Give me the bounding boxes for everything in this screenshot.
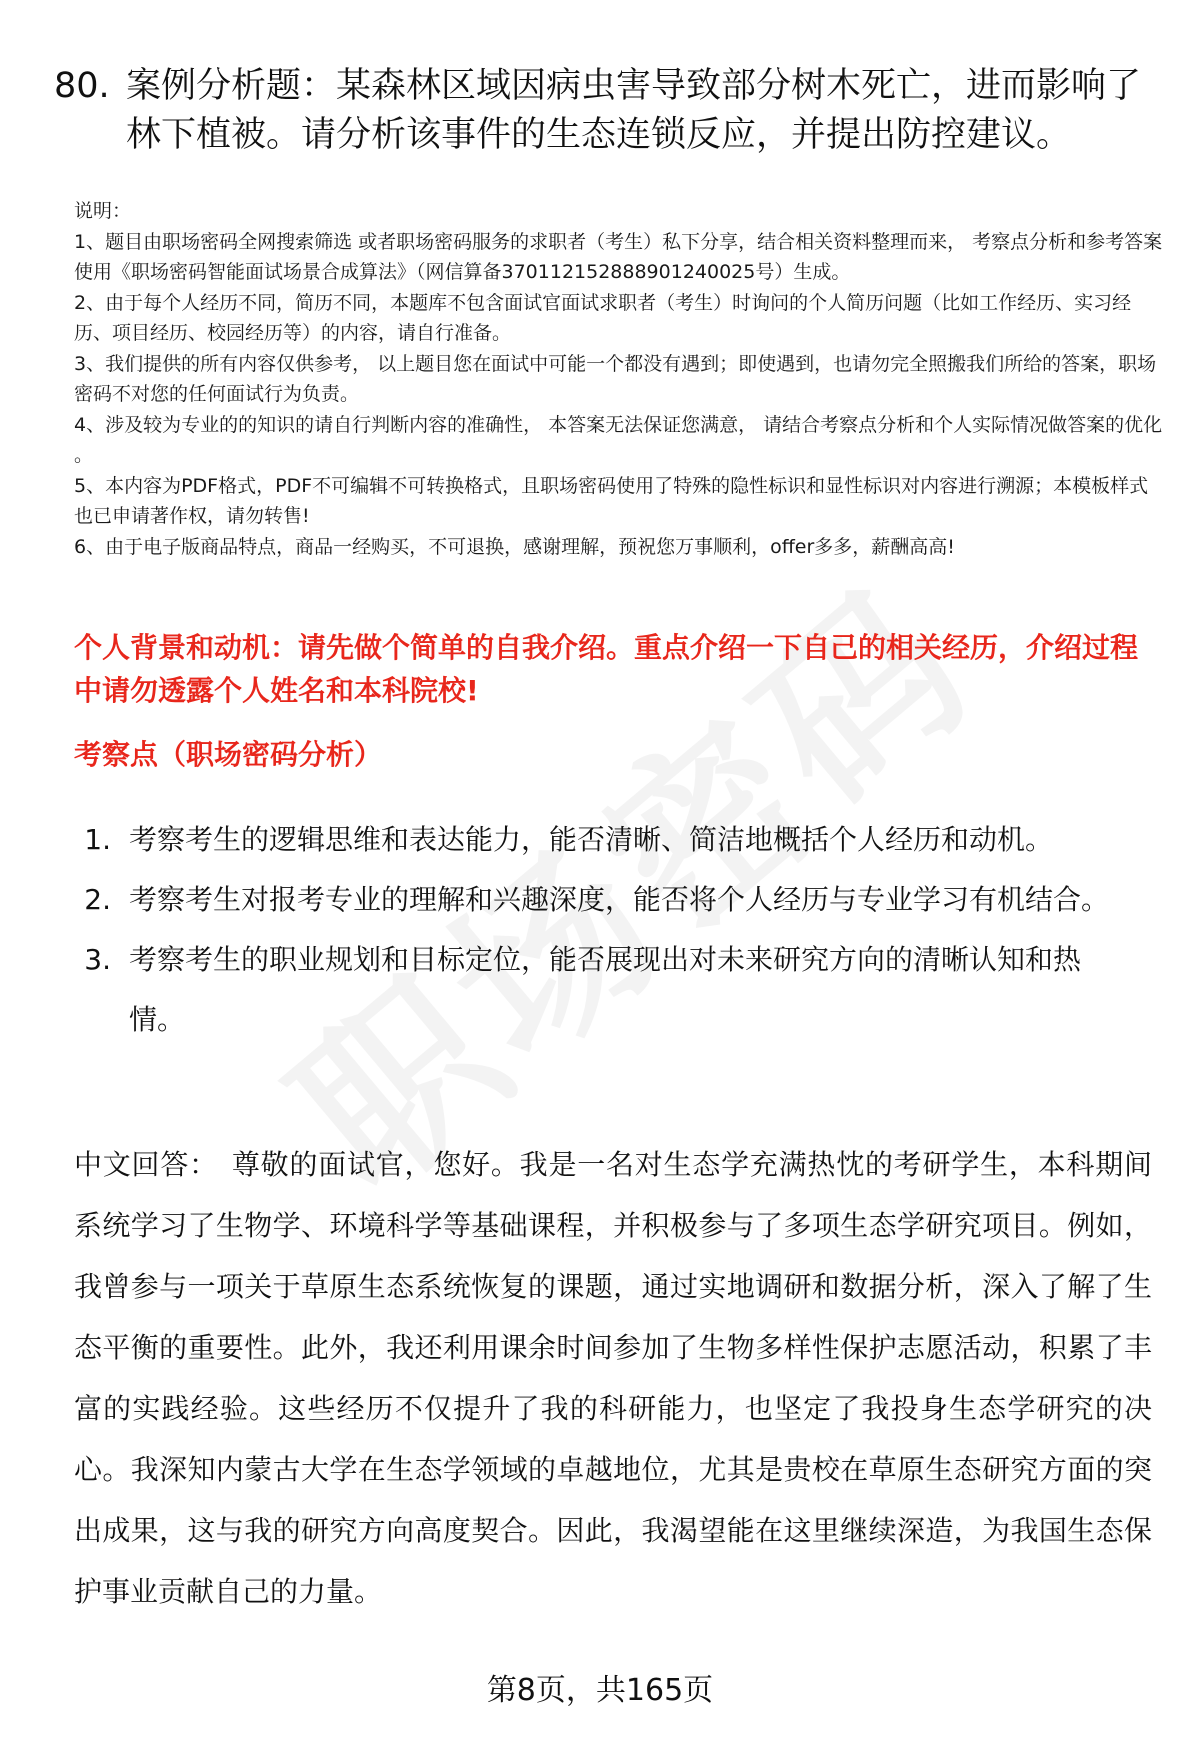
notes-title: 说明：: [74, 200, 132, 222]
note-item: 4、涉及较为专业的的知识的请自行判断内容的准确性， 本答案无法保证您满意， 请结合考察点分析和个人实际情况做答案的优化 。: [74, 413, 1163, 466]
point-number: 2.: [84, 883, 111, 916]
notes-section: [74, 196, 1164, 562]
point-text: 考察考生的逻辑思维和表达能力，能否清晰、简洁地概括个人经历和动机。: [129, 823, 1054, 856]
answer-text: 尊敬的面试官，您好。我是一名对生态学充满热忱的考研学生，本科期间系统学习了生物学、环境科学等基础课程，并积极参与了多项生态学研究项目。例如，我曾参与一项关于草原生态系统恢复的课题，通过实地调研和数据分析，深入了解了生态平衡的重要性。此外，我还利用课余时间参加了生物多样性保护志愿活动，积累了丰富的实践经验。这些经历不仅提升了我的科研能力，也坚定了我投身生态学研究的决心。我深知内蒙古大学在生态学领域的卓越地位，尤其是贵校在草原生态研究方面的突出成果，这与我的研究方向高度契合。因此，我渴望能在这里继续深造，为我国生态保护事业贡献自己的力量。: [74, 1148, 1152, 1608]
point-number: 1.: [84, 823, 111, 856]
note-item: 2、由于每个人经历不同，简历不同，本题库不包含面试官面试求职者（考生）时询问的个人简历问题（比如工作经历、实习经历、项目经历、校园经历等）的内容，请自行准备。: [74, 291, 1132, 344]
list-item: [74, 870, 1134, 930]
note-item: 5、本内容为PDF格式，PDF不可编辑不可转换格式，且职场密码使用了特殊的隐性标识和显性标识对内容进行溯源；本模板样式也已申请著作权，请勿转售!: [74, 474, 1149, 527]
answer-label: 中文回答：: [74, 1148, 218, 1181]
note-item: 6、由于电子版商品特点，商品一经购买，不可退换，感谢理解，预祝您万事顺利，offer多多，薪酬高高!: [74, 535, 955, 558]
point-number: 3.: [84, 943, 111, 976]
list-item: [74, 810, 1134, 870]
list-item: [74, 930, 1134, 1050]
background-heading: 个人背景和动机：请先做个简单的自我介绍。重点介绍一下自己的相关经历，介绍过程中请勿透露个人姓名和本科院校!: [74, 631, 1139, 707]
point-text: 考察考生的职业规划和目标定位，能否展现出对未来研究方向的清晰认知和热情。: [129, 943, 1082, 1036]
question-number: 80.: [54, 66, 110, 106]
note-item: 1、题目由职场密码全网搜索筛选 或者职场密码服务的求职者（考生）私下分享，结合相关资料整理而来， 考察点分析和参考答案使用《职场密码智能面试场景合成算法》（网信算备370112152888901240025号）生成。: [74, 230, 1163, 283]
question-text: 案例分析题：某森林区域因病虫害导致部分树木死亡，进而影响了林下植被。请分析该事件的生态连锁反应，并提出防控建议。: [126, 66, 1142, 155]
question: [54, 62, 1164, 160]
kaocha-heading: 考察点（职场密码分析）: [74, 738, 383, 771]
kaocha-points-list: [74, 810, 1134, 1050]
point-text: 考察考生对报考专业的理解和兴趣深度，能否将个人经历与专业学习有机结合。: [129, 883, 1110, 916]
answer-section: [74, 1134, 1152, 1622]
page-footer: 第8页，共165页: [486, 1673, 714, 1708]
note-item: 3、我们提供的所有内容仅供参考， 以上题目您在面试中可能一个都没有遇到；即使遇到，也请勿完全照搬我们所给的答案，职场密码不对您的任何面试行为负责。: [74, 352, 1157, 405]
